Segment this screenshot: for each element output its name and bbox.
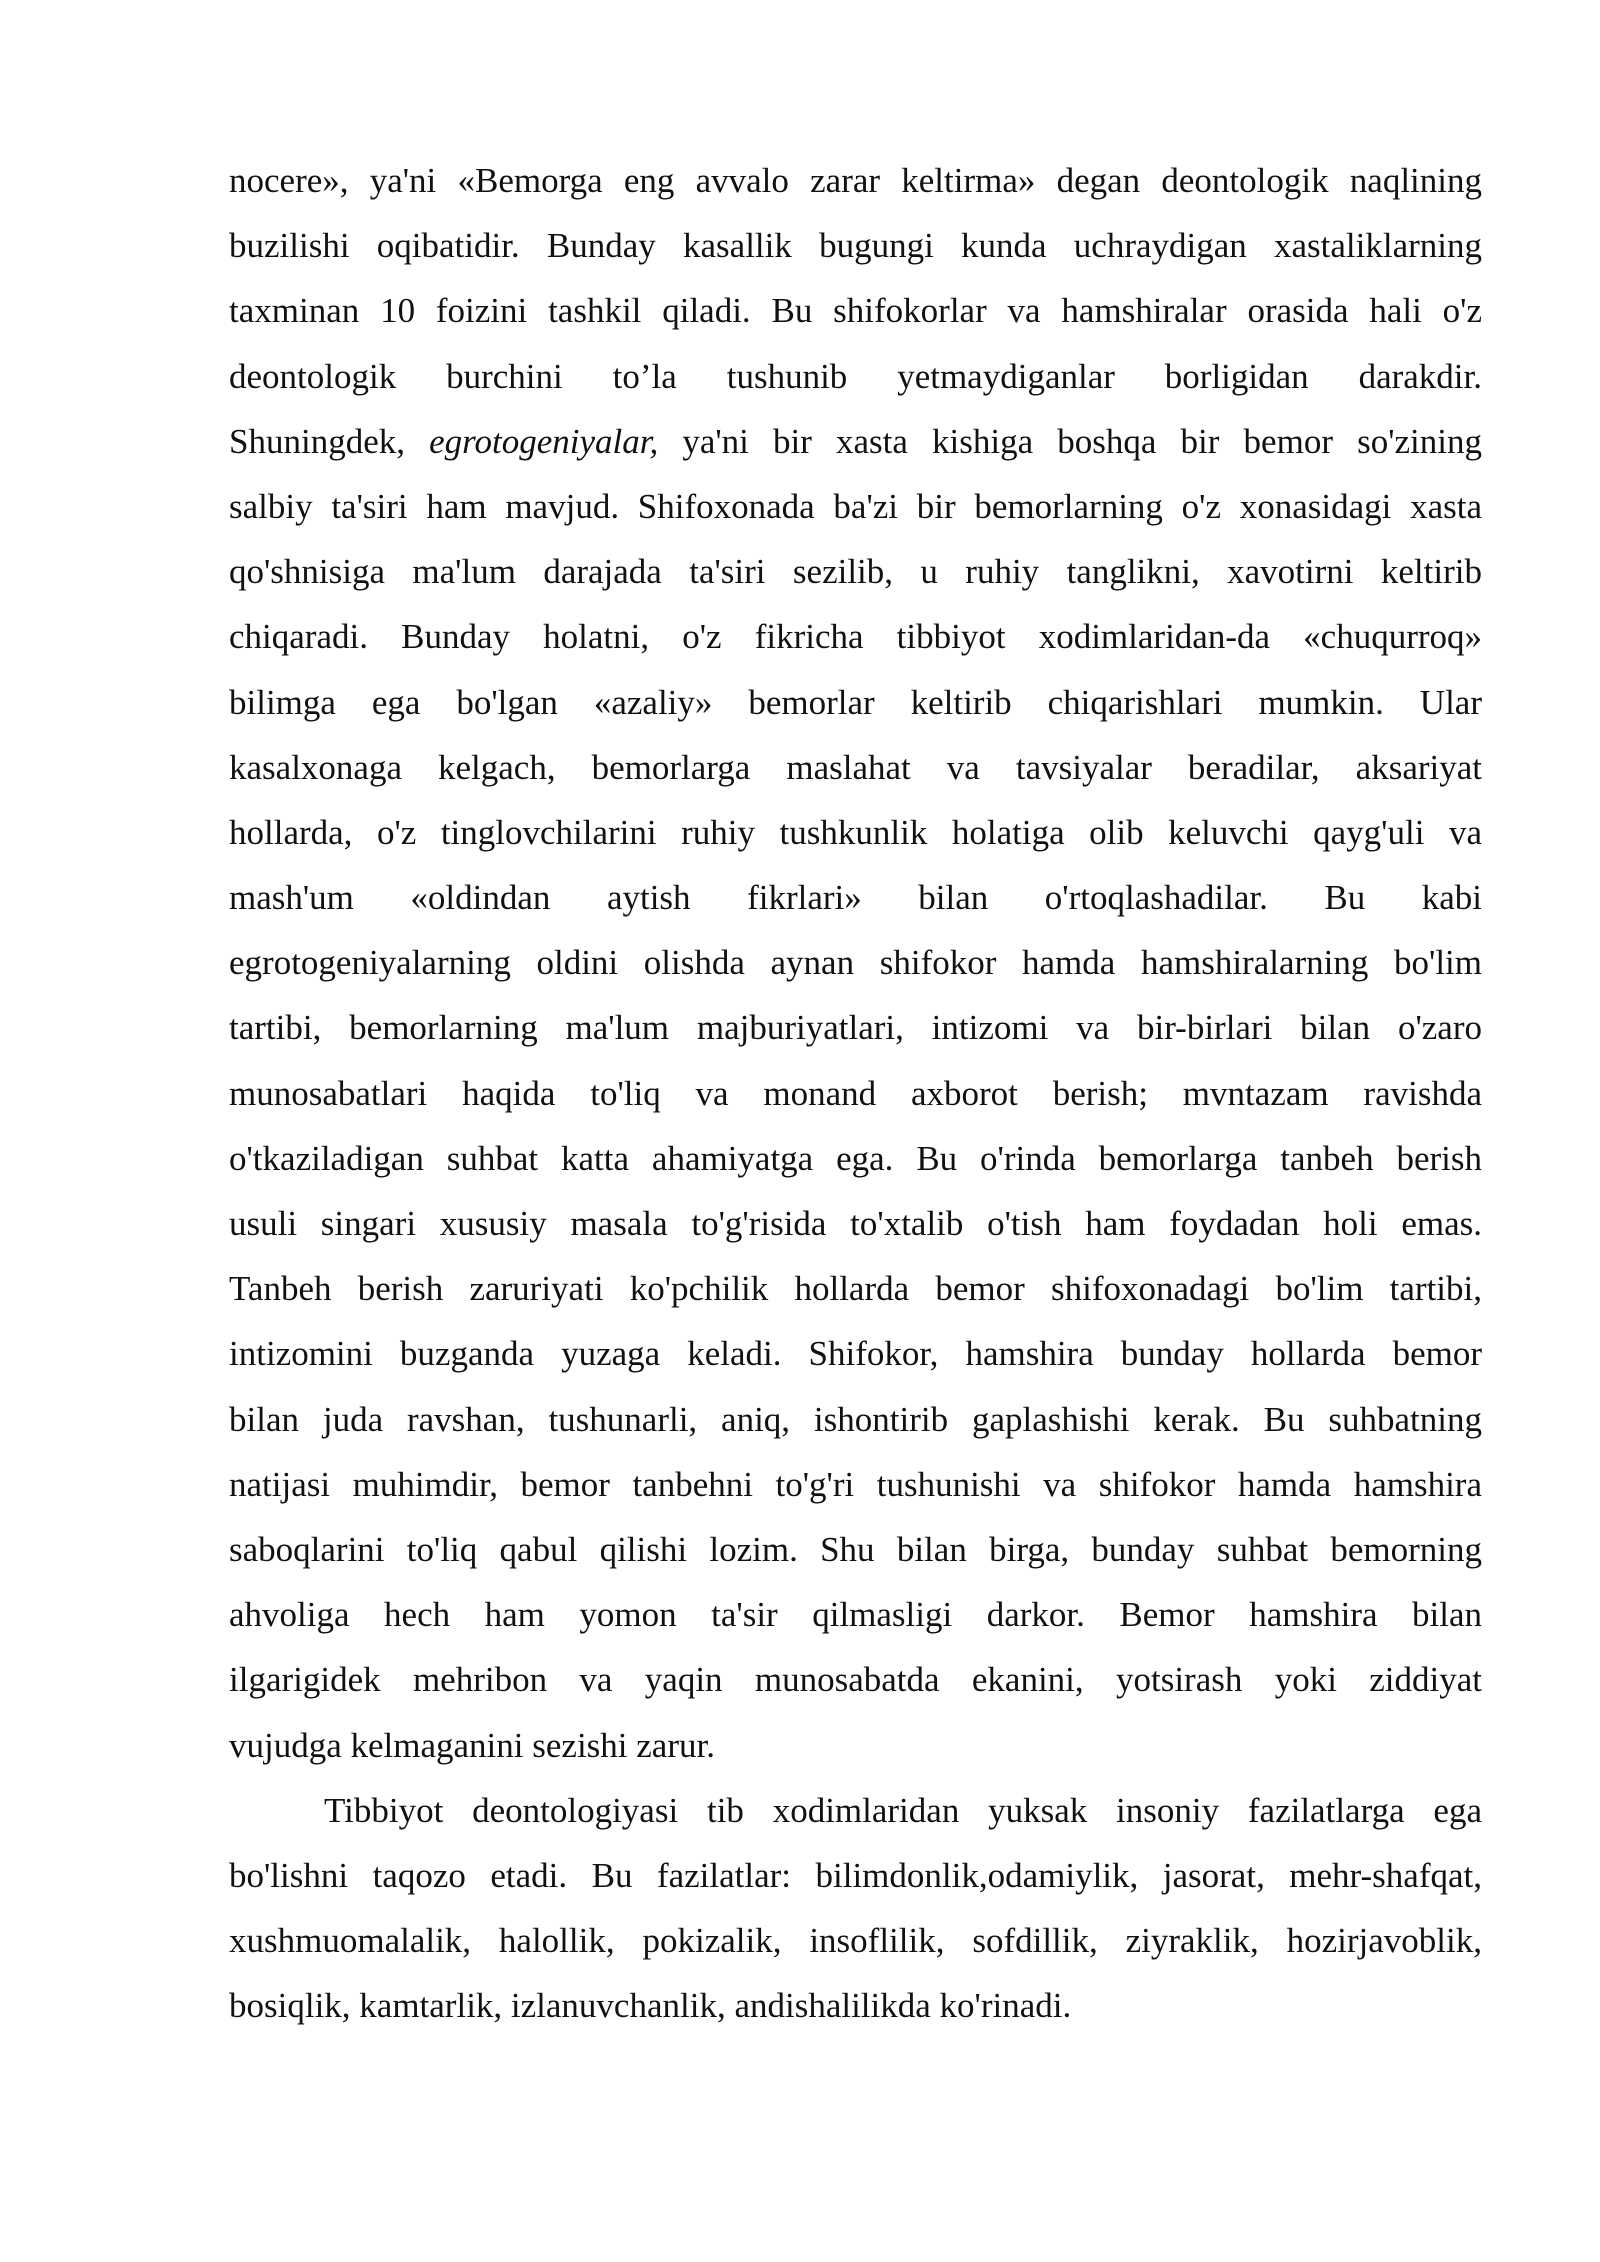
text-line: deontologik burchini to’la tushunib yetmaydiganlar borligidan darakdir. — [229, 356, 1482, 396]
body-text — [229, 148, 1482, 2038]
text-line: natijasi muhimdir, bemor tanbehni to'g'ri tushunishi va shifokor hamda hamshira — [229, 1464, 1482, 1504]
text-line: vujudga kelmaganini sezishi zarur. — [229, 1725, 715, 1765]
text-line: kasalxonaga kelgach, bemorlarga maslahat va tavsiyalar beradilar, aksariyat — [229, 747, 1482, 787]
text-line: ilgarigidek mehribon va yaqin munosabatda ekanini, yotsirash yoki ziddiyat — [229, 1660, 1482, 1700]
text-line: ahvoliga hech ham yomon ta'sir qilmasligi darkor. Bemor hamshira bilan — [229, 1595, 1482, 1635]
text-line: xushmuomalalik, halollik, pokizalik, insoflilik, sofdillik, ziyraklik, hozirjavoblik, — [229, 1921, 1482, 1961]
text-line: tartibi, bemorlarning ma'lum majburiyatlari, intizomi va bir-birlari bilan o'zaro — [229, 1008, 1482, 1048]
paragraph-2 — [229, 1778, 1482, 2039]
text-line: bosiqlik, kamtarlik, izlanuvchanlik, andishalilikda ko'rinadi. — [229, 1986, 1072, 2026]
text-line — [229, 409, 1482, 474]
text-line: Tanbeh berish zaruriyati ko'pchilik hollarda bemor shifoxonadagi bo'lim tartibi, — [229, 1269, 1482, 1309]
text-line: intizomini buzganda yuzaga keladi. Shifokor, hamshira bunday hollarda bemor — [229, 1334, 1482, 1374]
text-line: qo'shnisiga ma'lum darajada ta'siri sezilib, u ruhiy tanglikni, xavotirni keltirib — [229, 552, 1482, 592]
text-line: bo'lishni taqozo etadi. Bu fazilatlar: bilimdonlik,odamiylik, jasorat, mehr-shafqat, — [229, 1855, 1482, 1895]
text-line: chiqaradi. Bunday holatni, o'z fikricha tibbiyot xodimlaridan-da «chuqurroq» — [229, 617, 1482, 657]
text-line: bilimga ega bo'lgan «azaliy» bemorlar keltirib chiqarishlari mumkin. Ular — [229, 682, 1482, 722]
text-line: munosabatlari haqida to'liq va monand axborot berish; mvntazam ravishda — [229, 1073, 1482, 1113]
text-line: taxminan 10 foizini tashkil qiladi. Bu shifokorlar va hamshiralar orasida hali o'z — [229, 291, 1482, 331]
text-line: egrotogeniyalarning oldini olishda aynan shifokor hamda hamshiralarning bo'lim — [229, 943, 1482, 983]
text-line: salbiy ta'siri ham mavjud. Shifoxonada ba'zi bir bemorlarning o'z xonasidagi xasta — [229, 486, 1482, 526]
text-line: nocere», ya'ni «Bemorga eng avvalo zarar keltirma» degan deontologik naqlining — [229, 161, 1482, 200]
text-line: hollarda, o'z tinglovchilarini ruhiy tushkunlik holatiga olib keluvchi qayg'uli va — [229, 812, 1482, 852]
text-line: saboqlarini to'liq qabul qilishi lozim. Shu bilan birga, bunday suhbat bemorning — [229, 1529, 1482, 1569]
text-line: usuli singari xususiy masala to'g'risida to'xtalib o'tish ham foydadan holi emas. — [229, 1204, 1482, 1243]
text-fragment: ya'ni bir xasta kishiga boshqa bir bemor so'zining — [682, 421, 1482, 461]
text-line: o'tkaziladigan suhbat katta ahamiyatga ega. Bu o'rinda bemorlarga tanbeh berish — [229, 1138, 1482, 1178]
text-line: bilan juda ravshan, tushunarli, aniq, ishontirib gaplashishi kerak. Bu suhbatning — [229, 1399, 1482, 1439]
text-line: Tibbiyot deontologiyasi tib xodimlaridan yuksak insoniy fazilatlarga ega — [324, 1790, 1482, 1830]
text-line: mash'um «oldindan aytish fikrlari» bilan o'rtoqlashadilar. Bu kabi — [229, 878, 1482, 918]
paragraph-1 — [229, 148, 1482, 1778]
text-fragment: Shuningdek, — [229, 421, 405, 461]
italic-term: egrotogeniyalar, — [429, 421, 659, 461]
text-line: buzilishi oqibatidir. Bunday kasallik bugungi kunda uchraydigan xastaliklarning — [229, 226, 1482, 266]
